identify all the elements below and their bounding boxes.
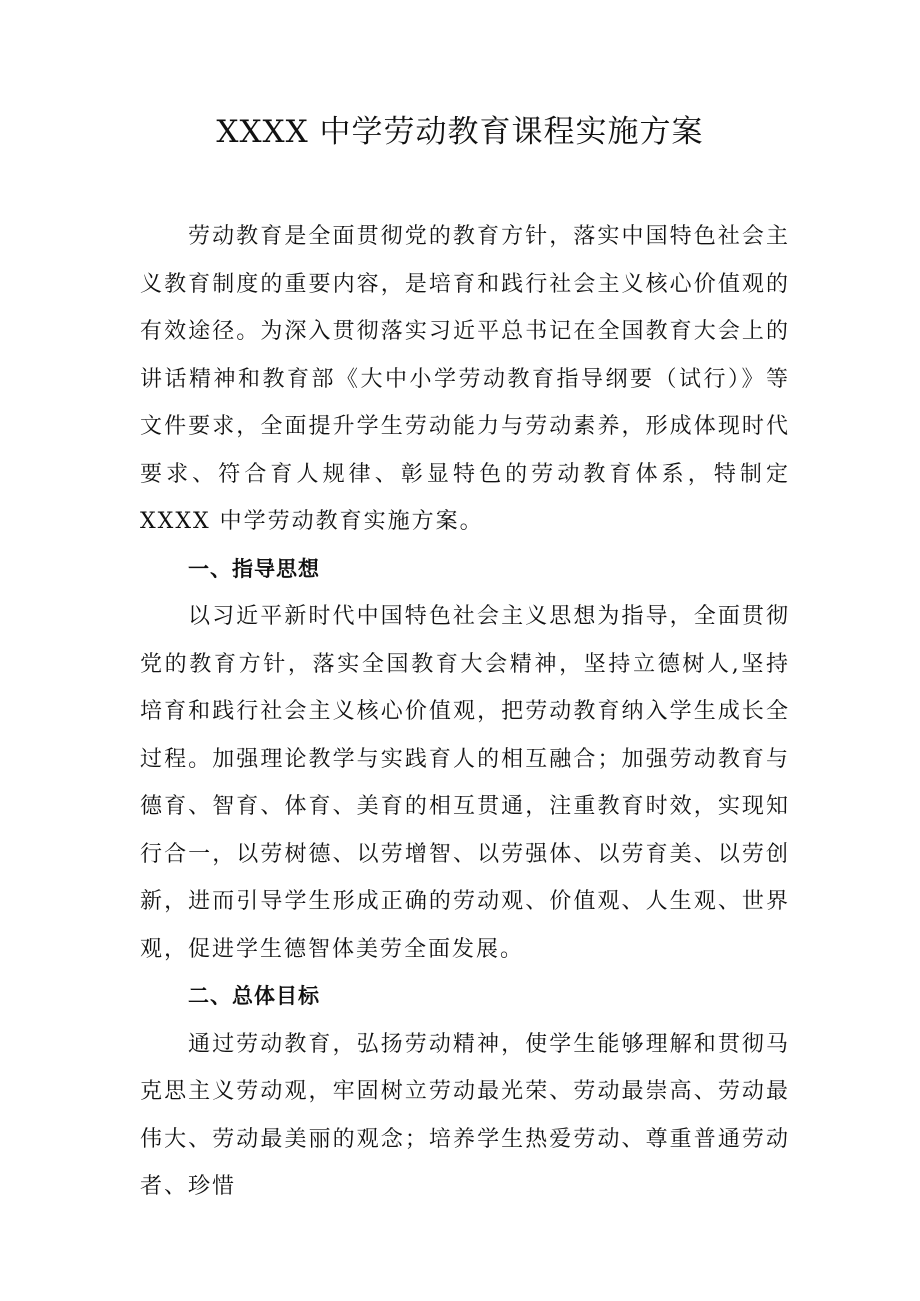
document-title: XXXX 中学劳动教育课程实施方案 [216, 114, 704, 150]
section-heading-guiding-ideology: 一、指导思想 [188, 556, 320, 581]
section-body-overall-goals: 通过劳动教育，弘扬劳动精神，使学生能够理解和贯彻马克思主义劳动观，牢固树立劳动最光荣、劳动最崇高、劳动最伟大、劳动最美丽的观念；培养学生热爱劳动、尊重普通劳动者、珍惜 [140, 1031, 790, 1199]
intro-paragraph: 劳动教育是全面贯彻党的教育方针，落实中国特色社会主义教育制度的重要内容，是培育和践行社会主义核心价值观的有效途径。为深入贯彻落实习近平总书记在全国教育大会上的讲话精神和教育部《大中小学劳动教育指导纲要（试行）》等文件要求，全面提升学生劳动能力与劳动素养，形成体现时代要求、符合育人规律、彰显特色的劳动教育体系，特制定 XXXX 中学劳动教育实施方案。 [140, 224, 790, 534]
document-body [140, 213, 790, 1211]
section-heading-overall-goals: 二、总体目标 [188, 984, 320, 1008]
section-body-guiding-ideology: 以习近平新时代中国特色社会主义思想为指导，全面贯彻党的教育方针，落实全国教育大会精神，坚持立德树人,坚持培育和践行社会主义核心价值观，把劳动教育纳入学生成长全过程。加强理论教学与实践育人的相互融合；加强劳动教育与德育、智育、体育、美育的相互贯通，注重教育时效，实现知行合一，以劳树德、以劳增智、以劳强体、以劳育美、以劳创新，进而引导学生形成正确的劳动观、价值观、人生观、世界观，促进学生德智体美劳全面发展。 [140, 604, 790, 962]
